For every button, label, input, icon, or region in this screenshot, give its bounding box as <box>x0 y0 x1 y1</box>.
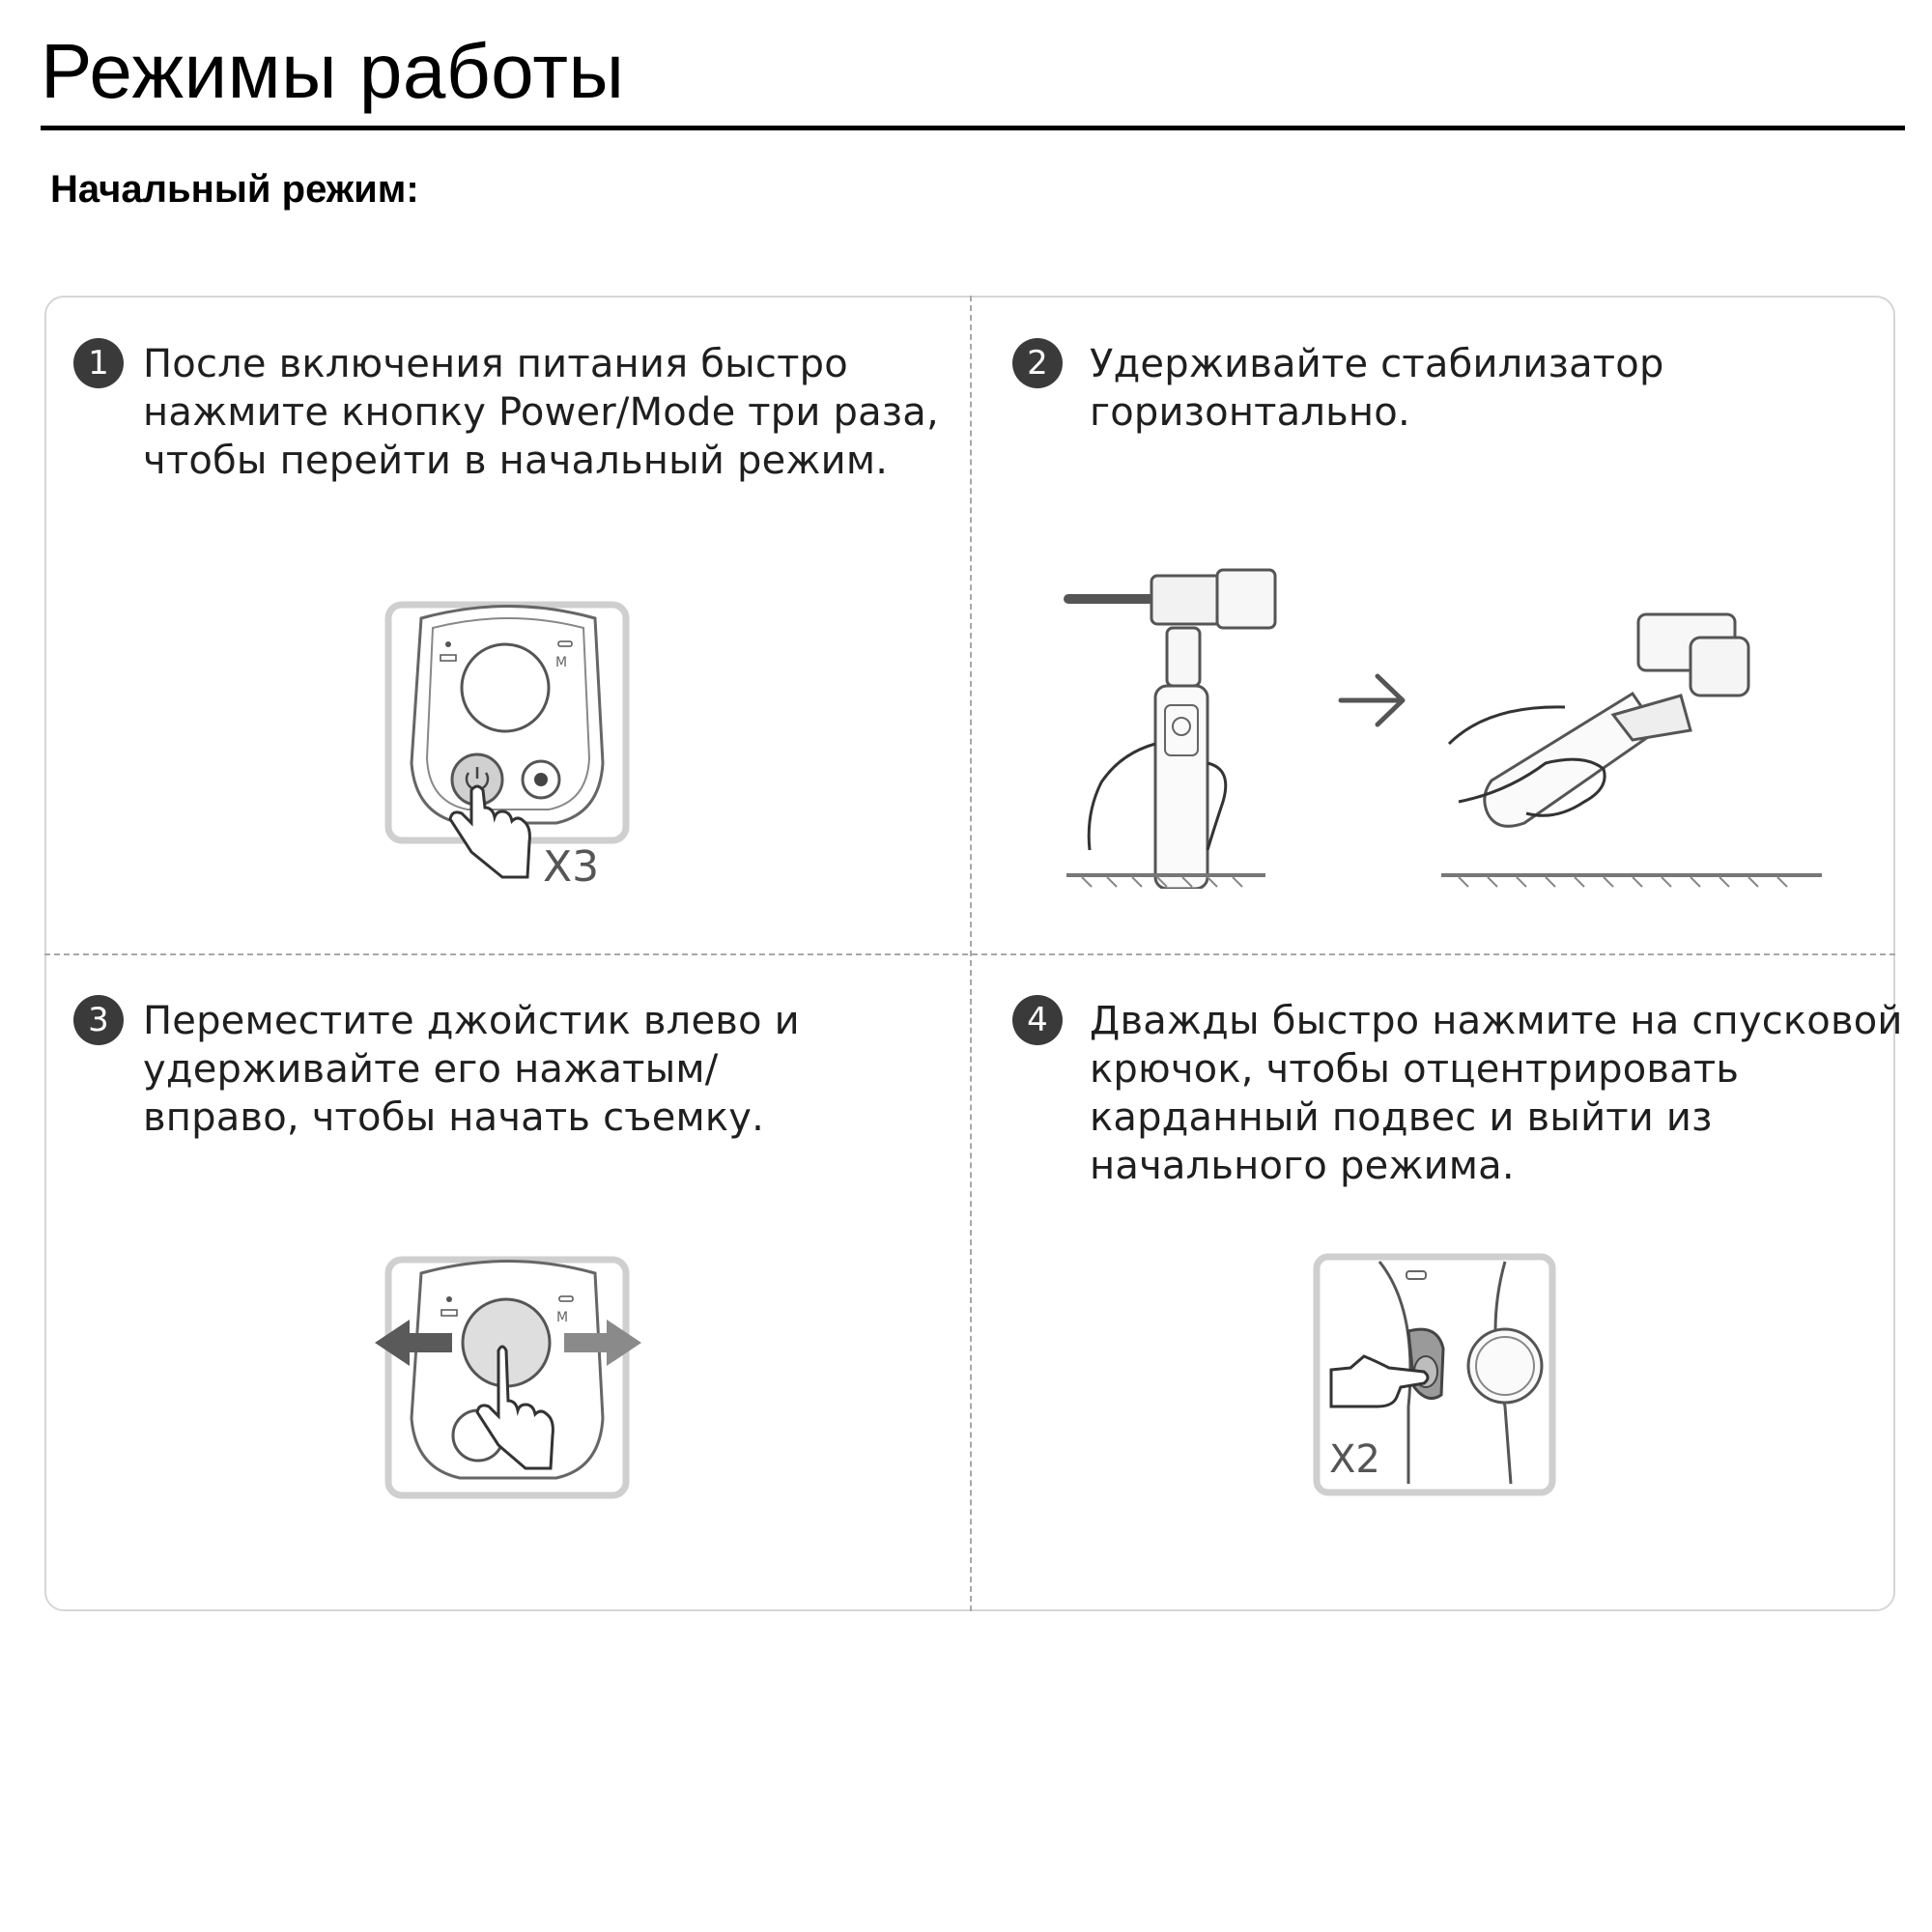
step-3-text <box>143 997 800 1142</box>
step-1-line-2: нажмите кнопку Power/Mode три раза, <box>143 390 939 435</box>
step-1-press-count: X3 <box>543 842 600 889</box>
svg-text:M: M <box>556 1310 569 1325</box>
step-2-text <box>1090 340 1664 437</box>
step-4-line-1: Дважды быстро нажмите на спусковой <box>1090 999 1903 1043</box>
step-3-line-2: удерживайте его нажатым/ <box>143 1047 719 1092</box>
svg-text:M: M <box>555 655 568 670</box>
section-subtitle: Начальный режим: <box>50 168 419 211</box>
step-4-line-2: крючок, чтобы отцентрировать <box>1090 1047 1740 1092</box>
step-3-line-3: вправо, чтобы начать съемку. <box>143 1095 765 1140</box>
power-button-press-icon <box>383 599 663 889</box>
gimbal-rotate-horizontal-icon <box>1063 560 1826 889</box>
step-4-line-3: карданный подвес и выйти из <box>1090 1095 1713 1140</box>
step-4-press-count: X2 <box>1329 1437 1380 1482</box>
step-1-line-3: чтобы перейти в начальный режим. <box>143 439 889 483</box>
step-2-line-1: Удерживайте стабилизатор <box>1090 342 1664 386</box>
page-title: Режимы работы <box>41 28 625 114</box>
horizontal-dashed-divider <box>44 953 1895 955</box>
step-2-line-2: горизонтально. <box>1090 390 1410 435</box>
step-3-badge: 3 <box>73 995 124 1045</box>
step-1-line-1: После включения питания быстро <box>143 342 848 386</box>
step-1-text <box>143 340 939 485</box>
title-rule <box>41 126 1905 130</box>
step-3-line-1: Переместите джойстик влево и <box>143 999 800 1043</box>
step-4-text <box>1090 997 1903 1190</box>
step-2-badge: 2 <box>1012 338 1063 388</box>
trigger-double-press-icon <box>1312 1252 1559 1499</box>
step-1-badge: 1 <box>73 338 124 388</box>
joystick-left-right-icon <box>371 1254 661 1503</box>
step-4-badge: 4 <box>1012 995 1063 1045</box>
step-4-line-4: начального режима. <box>1090 1144 1515 1188</box>
